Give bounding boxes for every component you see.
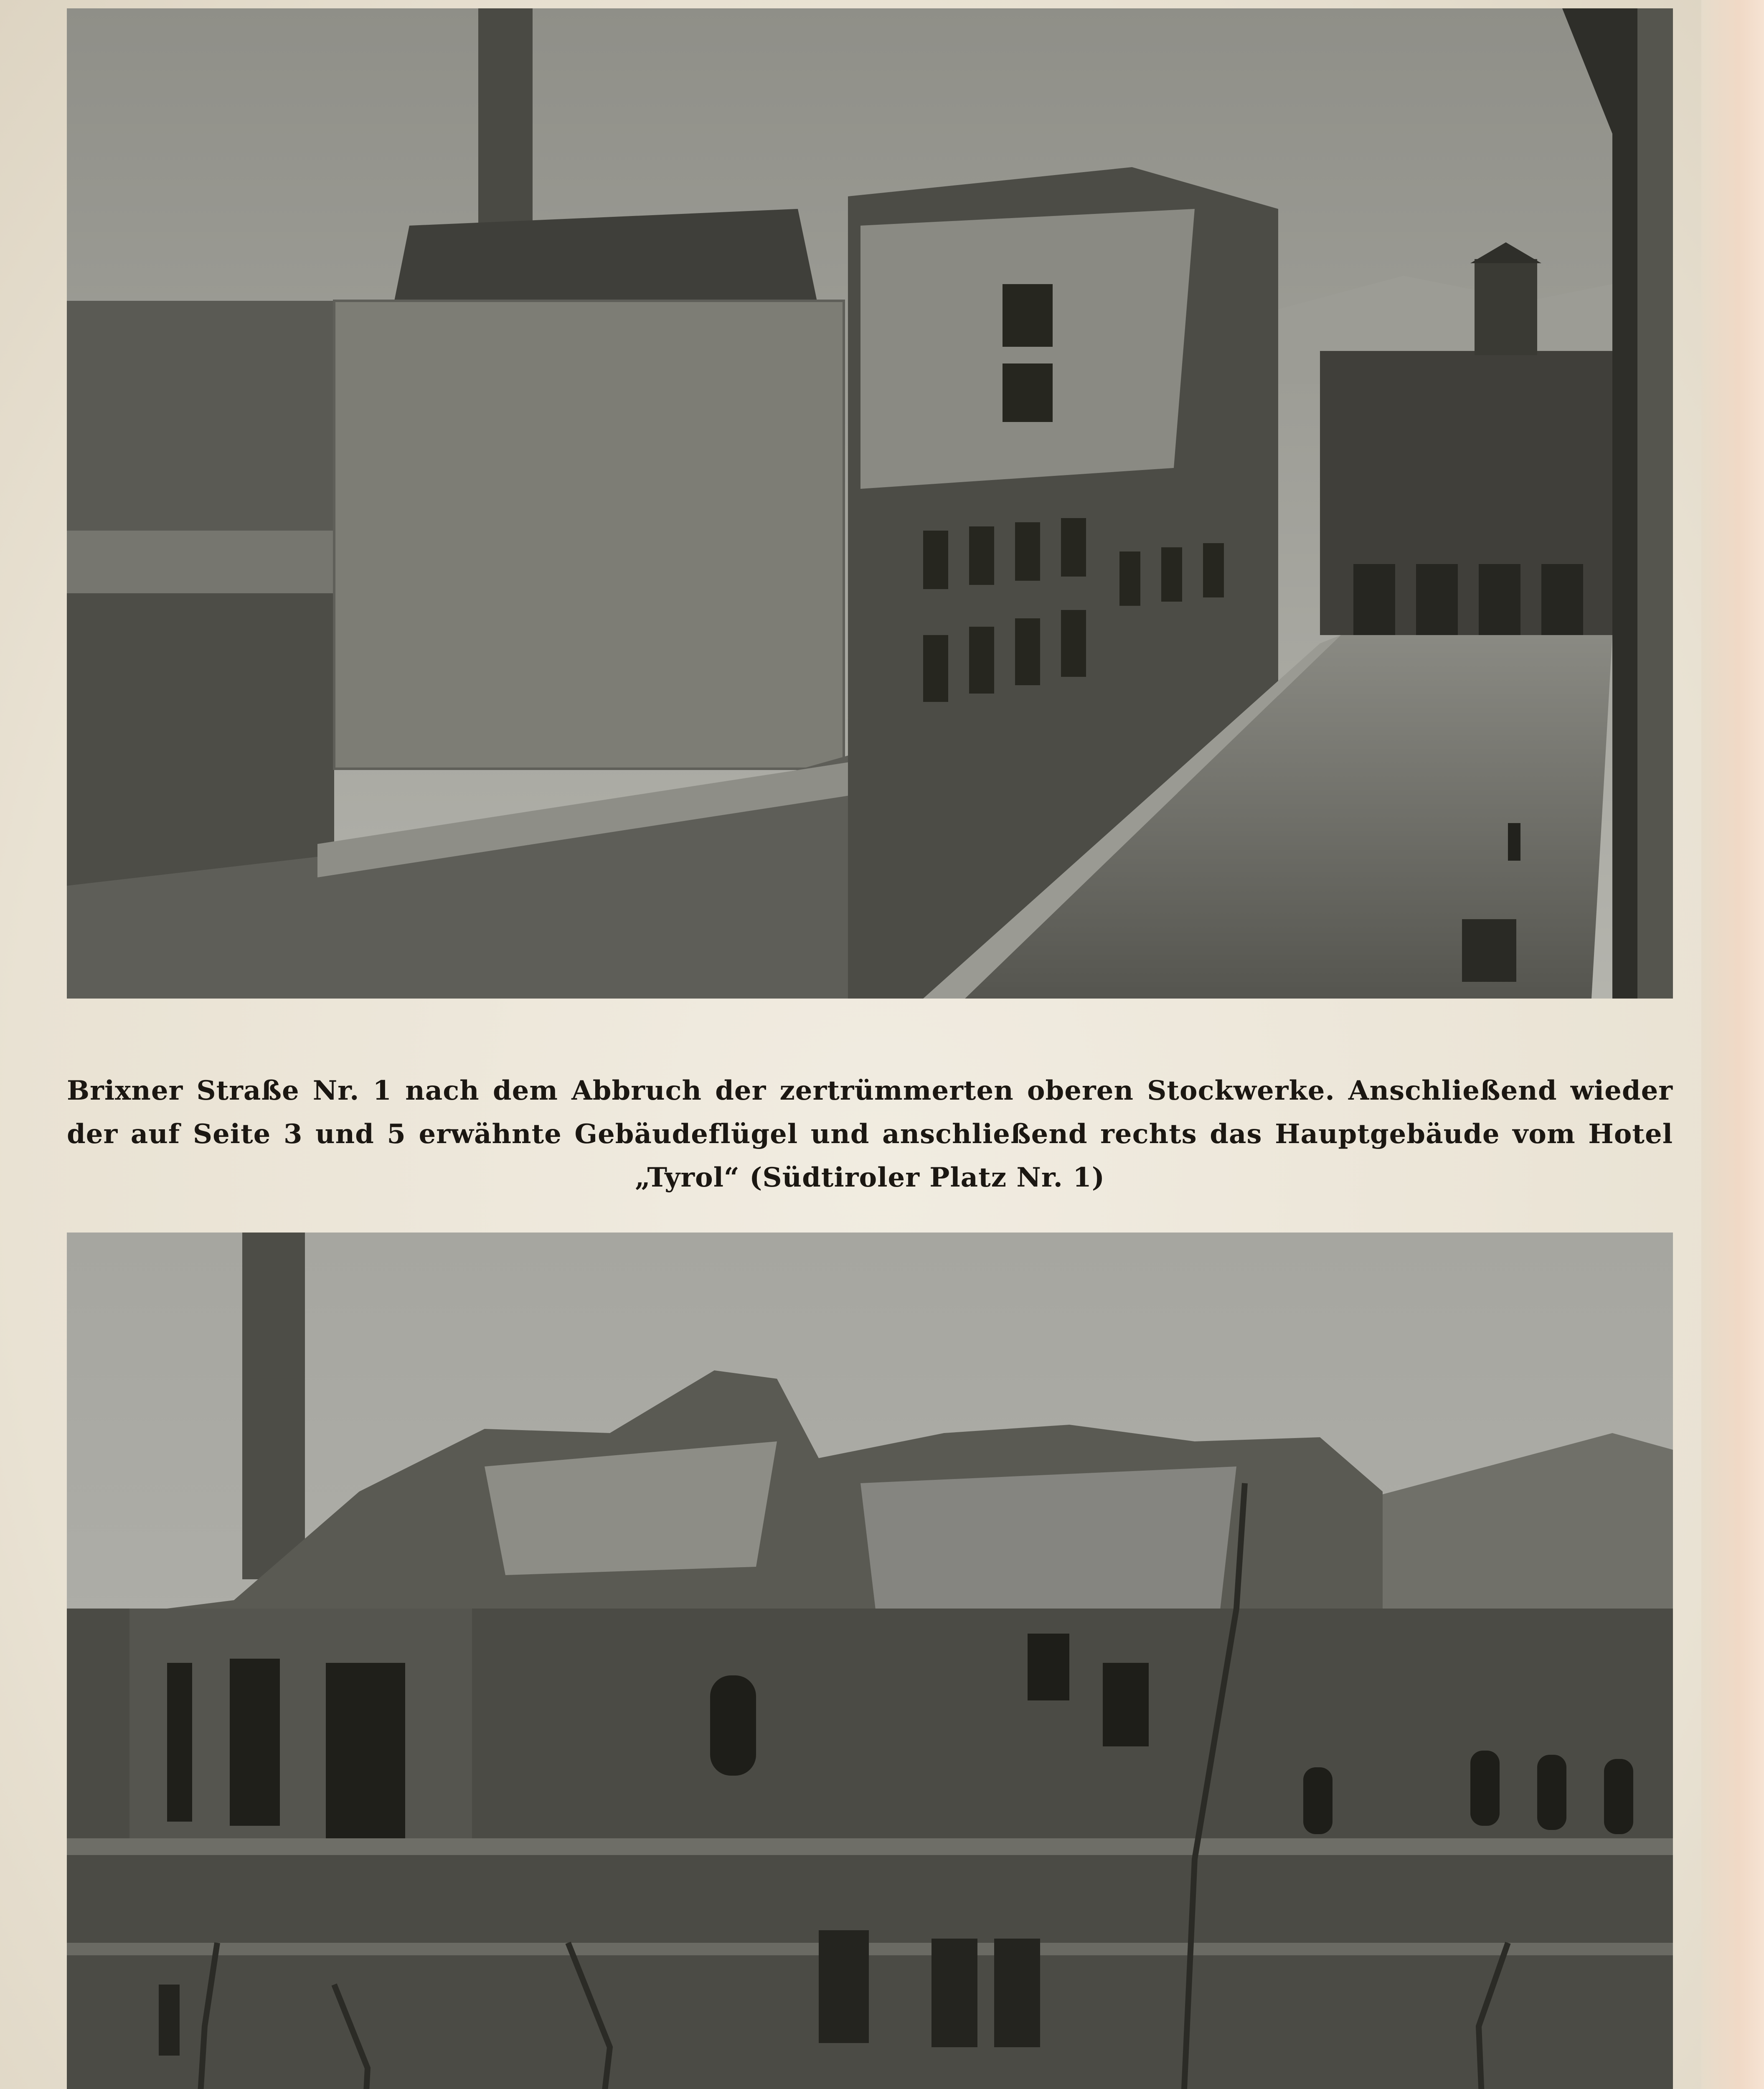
- photo-rear-view: [67, 1233, 1673, 2089]
- photo-street-view-image: [67, 8, 1673, 999]
- photo-street-view: [67, 8, 1673, 999]
- caption-top: Brixner Straße Nr. 1 nach dem Abbruch der zertrümmerten oberen Stockwerke. Anschließend wieder der auf Seite 3 und 5 erwähnte Gebäudeflügel und anschließend rechts das Hauptgebäude vom Hotel „Tyrol“ (Südtiroler Platz Nr. 1): [67, 1075, 1673, 1193]
- page-edge: [1701, 0, 1764, 2089]
- photo-rear-view-image: [67, 1233, 1673, 2089]
